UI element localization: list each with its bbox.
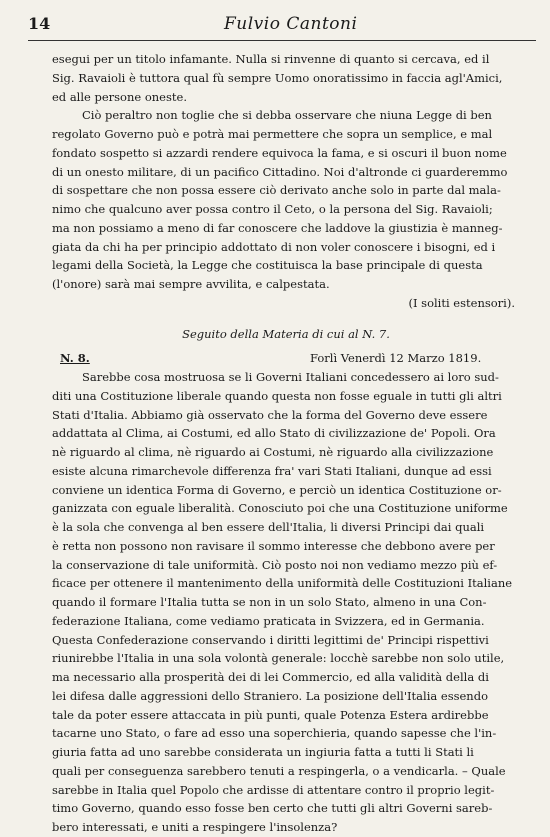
spacer xyxy=(52,313,520,325)
page-body xyxy=(52,50,520,837)
text-line: esiste alcuna rimarchevole differenza fra' vari Stati Italiani, dunque ad essi xyxy=(52,463,492,478)
text-line: bero interessati, e uniti a respingere l'insolenza? xyxy=(52,820,338,834)
text-line: sarebbe in Italia quel Popolo che ardisse di attentare contro il proprio legit- xyxy=(52,782,495,797)
text-line: ma necessario alla prosperità dei di lei Commercio, ed alla validità della di xyxy=(52,670,489,684)
text-line: esegui per un titolo infamante. Nulla si rinvenne di quanto si cercava, ed il xyxy=(52,52,490,66)
text-line: (l'onore) sarà mai sempre avvilita, e calpestata. xyxy=(52,277,330,291)
text-line: di un onesto militare, di un pacifico Cittadino. Noi d'altronde ci guarderemmo xyxy=(52,164,508,179)
text-line: Questa Confederazione conservando i diritti legittimi de' Principi rispettivi xyxy=(52,632,489,647)
text-line: addattata al Clima, ai Costumi, ed allo Stato di civilizzazione de' Popoli. Ora xyxy=(52,426,496,441)
text-line: giuria fatta ad uno sarebbe considerata un ingiuria fatta a tutti li Stati li xyxy=(52,745,474,759)
text-line: tacarne uno Stato, o fare ad esso una soperchieria, quando sapesse che l'in- xyxy=(52,726,497,741)
text-line: quali per conseguenza sarebbero tenuti a respingerla, o a vendicarla. – Quale xyxy=(52,763,506,778)
text-line: diti una Costituzione liberale quando questa non fosse eguale in tutti gli altri xyxy=(52,388,502,403)
paragraph-1 xyxy=(52,50,520,106)
text-line: federazione Italiana, come vediamo praticata in Svizzera, ed in Germania. xyxy=(52,613,485,628)
text-line: Ciò peraltro non toglie che si debba osservare che niuna Legge di ben xyxy=(82,108,492,123)
text-line: riunirebbe l'Italia in una sola volontà generale: locchè sarebbe non solo utile, xyxy=(52,651,505,666)
issue-number: N. 8. xyxy=(60,351,90,366)
text-line: ganizzata con eguale liberalità. Conosciuto poi che una Costituzione uniforme xyxy=(52,501,508,516)
text-line: legami della Società, la Legge che costituisca la base principale di questa xyxy=(52,258,483,273)
page-number: 14 xyxy=(28,14,51,33)
text-line: è la sola che convenga al ben essere dell'Italia, li diversi Principi dai quali xyxy=(52,520,485,534)
text-line: tale da poter essere attaccata in più punti, quale Potenza Estera ardirebbe xyxy=(52,707,489,722)
dateline xyxy=(52,349,520,368)
paragraph-3 xyxy=(52,368,520,837)
text-line: regolato Governo può e potrà mai permettere che sopra un semplice, e mal xyxy=(52,127,493,141)
text-line: lei difesa dalle aggressioni dello Straniero. La posizione dell'Italia essendo xyxy=(52,688,488,703)
text-line: ed alle persone oneste. xyxy=(52,89,187,104)
header-rule xyxy=(28,40,536,41)
text-line: giata da chi ha per principio addottato di non voler conoscere i bisogni, ed i xyxy=(52,239,496,254)
running-title: Fulvio Cantoni xyxy=(224,14,358,34)
section-heading: Seguito della Materia di cui al N. 7. xyxy=(182,326,390,341)
text-line: la conservazione di tale uniformità. Ciò posto noi non vediamo mezzo più ef- xyxy=(52,557,498,572)
text-line: conviene un identica Forma di Governo, e perciò un identica Costituzione or- xyxy=(52,482,502,497)
text-line: nimo che qualcuno aver possa contro il Ceto, o la persona del Sig. Ravaioli; xyxy=(52,202,493,216)
signature: (I soliti estensori). xyxy=(408,295,515,310)
text-line: Stati d'Italia. Abbiamo già osservato che la forma del Governo deve essere xyxy=(52,407,488,422)
page-header xyxy=(28,14,536,34)
text-line: ma non possiamo a meno di far conoscere che laddove la giustizia è manneg- xyxy=(52,220,503,235)
text-line: fondato sospetto si azzardi rendere equivoca la fama, e si oscuri il buon nome xyxy=(52,145,507,160)
text-line: ficace per ottenere il mantenimento della uniformità delle Costituzioni Italiane xyxy=(52,576,513,591)
text-line: è retta non possono non ravisare il sommo interesse che debbono avere per xyxy=(52,538,495,553)
text-line: di sospettare che non possa essere ciò derivato anche solo in parte dal mala- xyxy=(52,183,501,198)
text-line: Sig. Ravaioli è tuttora qual fù sempre Uomo onoratissimo in faccia agl'Amici, xyxy=(52,70,503,85)
text-line: nè riguardo al clima, nè riguardo ai Costumi, nè riguardo alla civilizzazione xyxy=(52,445,494,459)
text-line: quando il formare l'Italia tutta se non in un solo Stato, almeno in una Con- xyxy=(52,595,487,609)
place-date: Forlì Venerdì 12 Marzo 1819. xyxy=(310,351,482,366)
text-line: Sarebbe cosa mostruosa se li Governi Italiani concedessero ai loro sud- xyxy=(82,370,499,384)
paragraph-2 xyxy=(52,106,520,294)
text-line: timo Governo, quando esso fosse ben certo che tutti gli altri Governi sareb- xyxy=(52,801,493,816)
